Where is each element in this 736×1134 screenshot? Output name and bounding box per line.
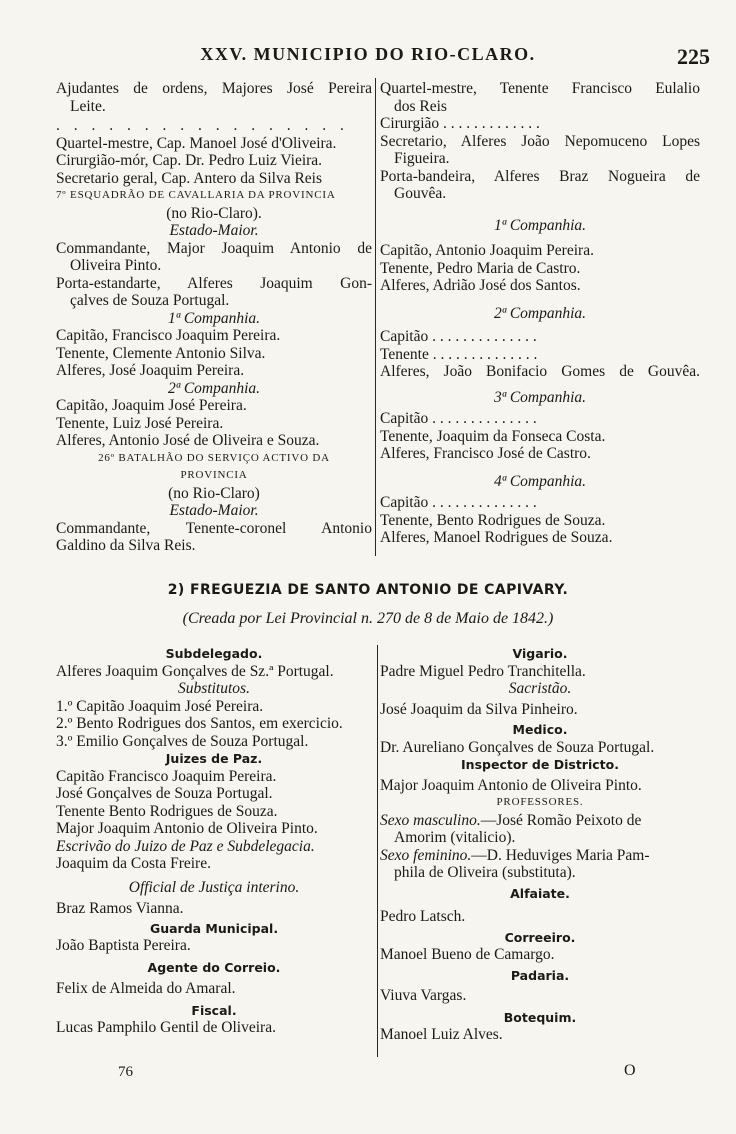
text-line: Pedro Latsch. — [380, 908, 466, 925]
dotted-line: Capitão . . . . . . . . . . . . . . — [380, 328, 537, 345]
subheading: 2ª Companhia. — [493, 304, 587, 322]
text-line: Major Joaquim Antonio de Oliveira Pinto. — [380, 776, 642, 794]
dotted-line: Cirurgião . . . . . . . . . . . . . — [380, 115, 540, 132]
text-line: Tenente, Bento Rodrigues de Souza. — [380, 511, 606, 529]
unit-heading: 7º ESQUADRÃO DE CAVALLARIA DA PROVINCIA — [56, 189, 336, 201]
text-line: Secretario geral, Cap. Antero da Silva Reis — [56, 169, 323, 187]
text-line — [380, 847, 700, 865]
dotted-line: Capitão . . . . . . . . . . . . . . — [380, 410, 537, 427]
dotted-line: Capitão . . . . . . . . . . . . . . — [380, 494, 537, 511]
subheading: Estado-Maior. — [169, 222, 259, 239]
text-line: Tenente, Luiz José Pereira. — [56, 414, 224, 432]
section-title: 2) FREGUEZIA DE SANTO ANTONIO DE CAPIVARY. — [167, 582, 569, 598]
subheading: Substitutos. — [178, 680, 250, 697]
bottom-left-column — [56, 645, 372, 1037]
page-number: 225 — [677, 44, 710, 69]
text-line: Quartel-mestre, Cap. Manoel José d'Oliveira. — [56, 134, 337, 152]
text-line: Tenente Bento Rodrigues de Souza. — [56, 802, 278, 820]
heading: Vigario. — [512, 646, 568, 661]
heading: Subdelegado. — [165, 646, 263, 661]
text-line: dos Reis — [394, 97, 447, 115]
text-line: Commandante, Tenente-coronel Antonio — [56, 519, 372, 537]
heading: Agente do Correio. — [147, 959, 281, 975]
text-line: Gouvêa. — [394, 185, 447, 202]
text-line: Lucas Pamphilo Gentil de Oliveira. — [56, 1019, 276, 1036]
text-line — [380, 812, 700, 830]
heading: Correeiro. — [504, 929, 576, 945]
text-line: Porta-estandarte, Alferes Joaquim Gon- — [56, 274, 372, 292]
text-line: Tenente, Pedro Maria de Castro. — [380, 259, 581, 277]
text-line: José Joaquim da Silva Pinheiro. — [380, 700, 578, 718]
subheading: Estado-Maior. — [169, 502, 259, 519]
text-line: Commandante, Major Joaquim Antonio de — [56, 239, 372, 257]
text-line: (no Rio-Claro) — [168, 484, 260, 502]
text-line: Capitão Francisco Joaquim Pereira. — [56, 767, 277, 785]
text-line: Galdino da Silva Reis. — [56, 537, 196, 554]
text-line: Alferes, Antonio José de Oliveira e Souza. — [56, 432, 320, 449]
subheading: 3ª Companhia. — [493, 388, 587, 406]
text-line: Figueira. — [394, 150, 450, 167]
text-line: Capitão, Joaquim José Pereira. — [56, 397, 247, 414]
text-line: Capitão, Francisco Joaquim Pereira. — [56, 327, 281, 344]
text-line: Manoel Bueno de Camargo. — [380, 946, 555, 963]
text-line: Alferes, Francisco José de Castro. — [380, 445, 591, 462]
heading: Botequim. — [503, 1009, 577, 1025]
text-line: Secretario, Alferes João Nepomuceno Lopes — [380, 132, 700, 150]
subheading: Official de Justiça interino. — [128, 878, 300, 896]
dotted-line: . . . . . . . . . . . . . . . . . — [56, 117, 349, 134]
text-line: Viuva Vargas. — [380, 987, 467, 1004]
top-right-column — [380, 80, 700, 547]
footer-mark: O — [624, 1062, 636, 1079]
bottom-right-column — [380, 645, 700, 1044]
sex-label: Sexo masculino. — [380, 811, 481, 829]
subheading: PROFESSORES. — [496, 796, 584, 808]
heading: Medico. — [512, 722, 568, 737]
teacher-name: —D. Heduviges Maria Pam- — [471, 846, 650, 864]
text-line: Alferes, Adrião José dos Santos. — [380, 277, 581, 294]
text-line: Manoel Luiz Alves. — [380, 1026, 503, 1043]
text-line: Quartel-mestre, Tenente Francisco Eulalio — [380, 80, 700, 97]
section-subtitle: (Creada por Lei Provincial n. 270 de 8 de Maio de 1842.) — [182, 610, 554, 627]
text-line: Joaquim da Costa Freire. — [56, 855, 211, 872]
text-line: çalves de Souza Portugal. — [70, 292, 230, 309]
heading: Inspector de Districto. — [461, 757, 619, 772]
subheading: Escrivão do Juizo de Paz e Subdelegacia. — [56, 837, 315, 855]
unit-heading: PROVINCIA — [180, 469, 248, 481]
text-line: Alferes Joaquim Gonçalves de Sz.ª Portugal. — [56, 662, 334, 680]
heading: Alfaiate. — [510, 885, 570, 901]
teacher-name: —José Romão Peixoto de — [480, 811, 642, 829]
heading: Guarda Municipal. — [149, 920, 279, 936]
subheading: 4ª Companhia. — [493, 472, 587, 490]
subheading: 1ª Companhia. — [167, 309, 261, 327]
text-line: Tenente, Joaquim da Fonseca Costa. — [380, 427, 606, 445]
text-line: José Gonçalves de Souza Portugal. — [56, 785, 273, 802]
text-line: Alferes, João Bonifacio Gomes de Gouvêa. — [380, 363, 700, 380]
text-line: 1.º Capitão Joaquim José Pereira. — [56, 697, 264, 715]
running-title: XXV. MUNICIPIO DO RIO-CLARO. — [200, 44, 536, 64]
text-line: Tenente, Clemente Antonio Silva. — [56, 344, 266, 362]
text-line: Dr. Aureliano Gonçalves de Souza Portugal. — [380, 738, 655, 756]
text-line: Ajudantes de ordens, Majores José Pereira — [56, 80, 372, 97]
page-header — [0, 44, 736, 70]
text-line: Braz Ramos Vianna. — [56, 900, 184, 917]
text-line: Major Joaquim Antonio de Oliveira Pinto. — [56, 820, 318, 837]
column-divider — [375, 78, 376, 556]
text-line: Alferes, José Joaquim Pereira. — [56, 362, 245, 379]
text-line: phila de Oliveira (substituta). — [394, 864, 576, 881]
text-line: João Baptista Pereira. — [56, 937, 191, 954]
text-line: Oliveira Pinto. — [70, 257, 162, 274]
text-line: Padre Miguel Pedro Tranchitella. — [380, 662, 586, 680]
text-line: Porta-bandeira, Alferes Braz Nogueira de — [380, 167, 700, 185]
text-line: Felix de Almeida do Amaral. — [56, 980, 236, 997]
text-line: 3.º Emilio Gonçalves de Souza Portugal. — [56, 732, 309, 750]
heading: Juizes de Paz. — [165, 751, 263, 766]
text-line: 2.º Bento Rodrigues dos Santos, em exercicio. — [56, 715, 343, 732]
text-line: Capitão, Antonio Joaquim Pereira. — [380, 242, 594, 259]
signature-mark: 76 — [118, 1064, 133, 1080]
heading: Fiscal. — [191, 1002, 237, 1018]
text-line: (no Rio-Claro). — [166, 204, 262, 222]
subheading: Sacristão. — [508, 680, 572, 697]
subheading: 2ª Companhia. — [167, 379, 261, 397]
heading: Padaria. — [510, 967, 570, 983]
subheading: 1ª Companhia. — [493, 216, 587, 234]
text-line: Leite. — [70, 97, 106, 115]
text-line: Amorim (vitalicio). — [394, 829, 516, 846]
dotted-line: Tenente . . . . . . . . . . . . . . — [380, 345, 538, 363]
column-divider — [377, 645, 378, 1057]
text-line: Cirurgião-mór, Cap. Dr. Pedro Luiz Vieira. — [56, 152, 323, 169]
text-line: Alferes, Manoel Rodrigues de Souza. — [380, 529, 613, 546]
top-left-column — [56, 80, 372, 555]
unit-heading: 26º BATALHÃO DO SERVIÇO ACTIVO DA — [98, 451, 330, 464]
sex-label: Sexo feminino. — [380, 846, 472, 864]
